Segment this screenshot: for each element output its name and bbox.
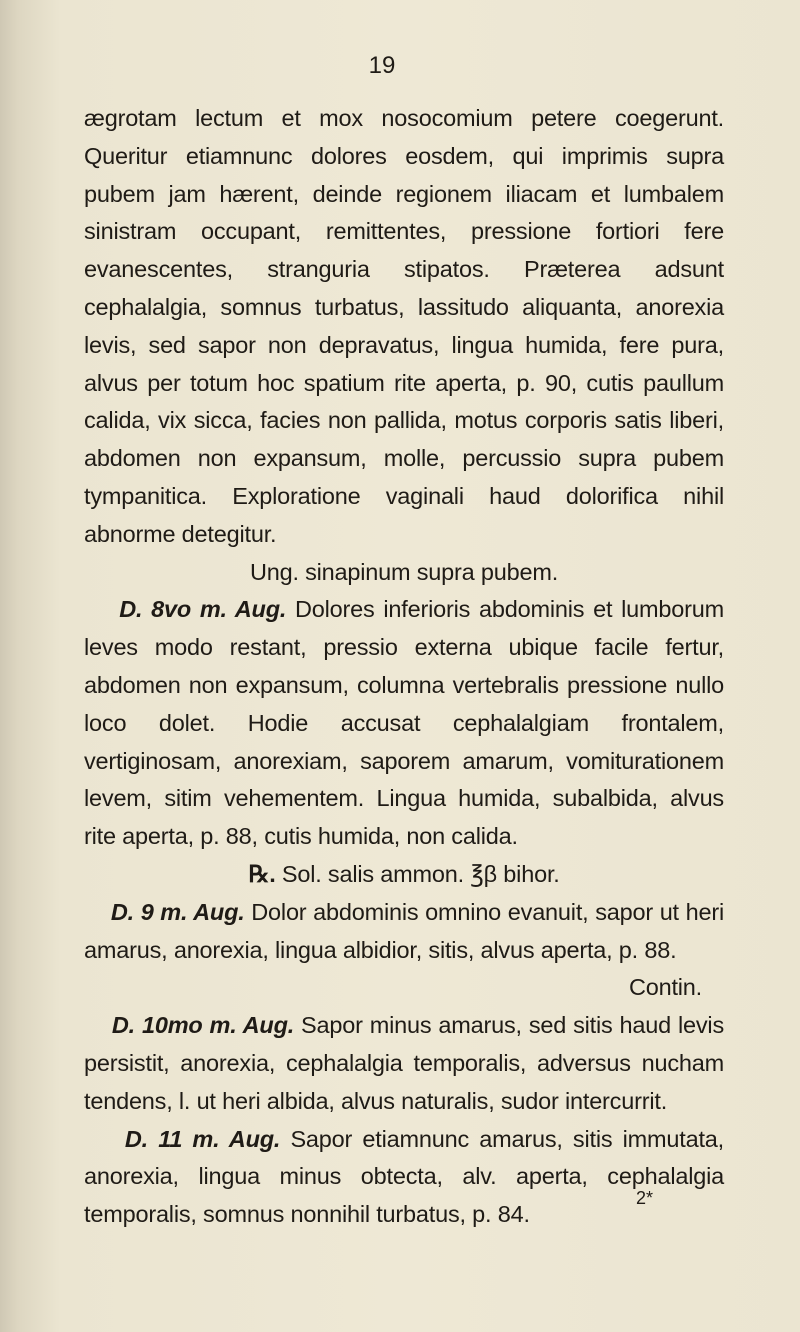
entry-aug-8 xyxy=(84,591,724,856)
entry-text: Sapor etiamnunc amarus, sitis immutata, anorexia, lingua minus obtecta, alv. aperta, cephalalgia temporalis, somnus nonnihil turbatus, p. 84. xyxy=(84,1125,724,1228)
page-number: 19 xyxy=(368,52,396,79)
entry-text: Dolores inferioris abdominis et lumborum leves modo restant, pressio externa ubique facile fertur, abdomen non expansum, columna vertebralis pressione nullo loco dolet. Hodie accusat cephalalgiam frontalem, vertiginosam, anorexiam, saporem amarum, vomiturationem levem, sitim vehementem. Lingua humida, subalbida, alvus rite aperta, p. 88, cutis humida, non calida. xyxy=(84,596,724,850)
entry-date: D. 8vo m. Aug. xyxy=(119,596,287,623)
recipe-symbol: ℞. xyxy=(248,860,276,887)
case-paragraph: ægrotam lectum et mox nosocomium petere coegerunt. Queritur etiamnunc dolores eosdem, qui imprimis supra pubem jam hærent, deinde regionem iliacam et lumbalem sinistram occupant, remittentes, pressione fortiori fere evanescentes, stranguria stipatos. Præterea adsunt cephalalgia, somnus turbatus, lassitudo aliquanta, anorexia levis, sed sapor non depravatus, lingua humida, fere pura, alvus per totum hoc spatium rite aperta, p. 90, cutis paullum calida, vix sicca, facies non pallida, motus corporis satis liberi, abdomen non expansum, molle, percussio supra pubem tympanitica. Exploratione vaginali haud dolorifica nihil abnorme detegitur. xyxy=(84,105,724,547)
continuation-note: Contin. xyxy=(628,974,702,1001)
entry-date: D. 11 m. Aug. xyxy=(124,1125,281,1152)
page-body xyxy=(84,100,724,1234)
prescription-line: Ung. sinapinum supra pubem. xyxy=(249,558,559,585)
entry-aug-11 xyxy=(84,1121,724,1234)
prescription-line xyxy=(84,856,724,894)
signature-mark: 2* xyxy=(636,1188,654,1208)
entry-aug-10 xyxy=(84,1007,724,1120)
entry-aug-9 xyxy=(84,894,724,970)
entry-date: D. 10mo m. Aug. xyxy=(111,1012,295,1039)
entry-text: Sapor minus amarus, sed sitis haud levis persistit, anorexia, cephalalgia temporalis, adversus nucham tendens, l. ut heri albida, alvus naturalis, sudor intercurrit. xyxy=(84,1012,724,1114)
prescription-text: Sol. salis ammon. ℥β bihor. xyxy=(275,860,560,887)
entry-text: Dolor abdominis omnino evanuit, sapor ut heri amarus, anorexia, lingua albidior, sitis, alvus aperta, p. 88. xyxy=(84,898,724,963)
entry-date: D. 9 m. Aug. xyxy=(110,898,245,925)
